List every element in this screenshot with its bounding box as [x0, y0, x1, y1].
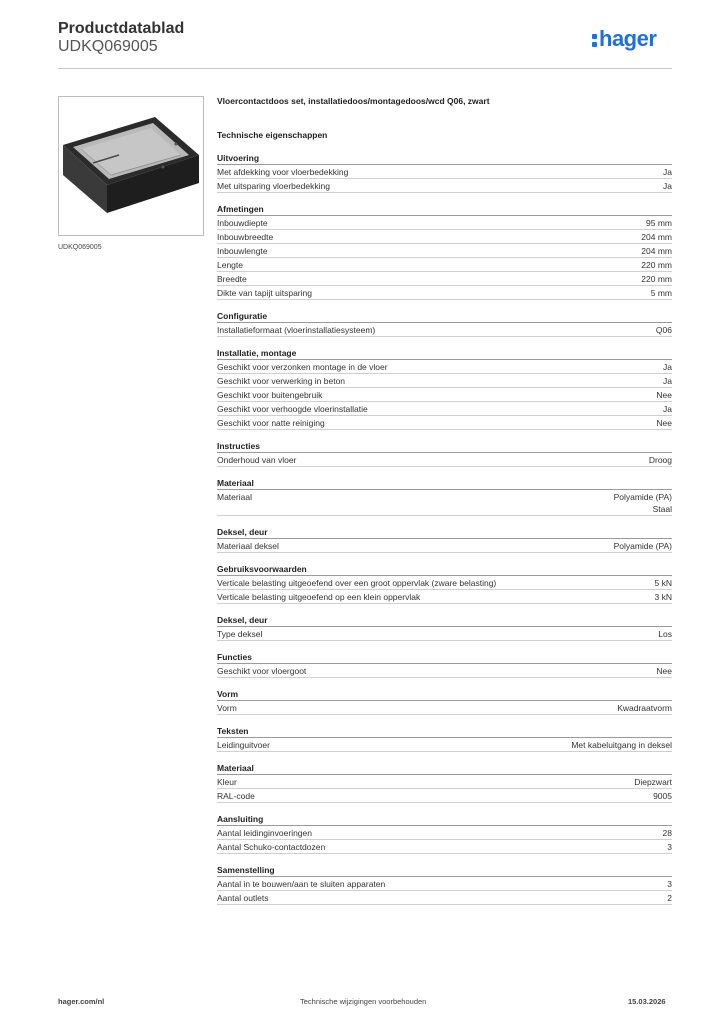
spec-section — [217, 762, 672, 803]
spec-value — [641, 231, 672, 243]
page-title: Productdatablad — [58, 20, 185, 37]
spec-value-line: Los — [658, 629, 672, 639]
spec-label: Inbouwbreedte — [217, 232, 274, 242]
spec-value-line: 204 mm — [641, 246, 672, 256]
spec-label: Met uitsparing vloerbedekking — [217, 181, 330, 191]
spec-label: Dikte van tapijt uitsparing — [217, 288, 312, 298]
spec-row — [217, 590, 672, 604]
section-title: Teksten — [217, 725, 672, 738]
spec-value — [656, 665, 672, 677]
spec-row — [217, 286, 672, 300]
spec-value — [663, 403, 672, 415]
spec-value — [663, 361, 672, 373]
spec-value-line: Diepzwart — [634, 777, 672, 787]
spec-section — [217, 563, 672, 604]
spec-row — [217, 738, 672, 752]
spec-label: Geschikt voor verzonken montage in de vloer — [217, 362, 388, 372]
spec-value-line: Ja — [663, 167, 672, 177]
spec-value-line: 220 mm — [641, 274, 672, 284]
section-title: Aansluiting — [217, 813, 672, 826]
logo-text: hager — [599, 26, 657, 51]
spec-section — [217, 651, 672, 678]
spec-row — [217, 891, 672, 905]
spec-label: Inbouwlengte — [217, 246, 268, 256]
spec-row — [217, 664, 672, 678]
spec-label: Geschikt voor natte reiniging — [217, 418, 325, 428]
spec-label: Materiaal — [217, 492, 252, 502]
spec-value — [571, 739, 672, 751]
spec-value — [614, 540, 672, 552]
spec-value — [663, 375, 672, 387]
spec-value-line: 95 mm — [646, 218, 672, 228]
spec-row — [217, 775, 672, 789]
spec-value — [656, 324, 672, 336]
spec-value — [667, 841, 672, 853]
spec-value — [634, 776, 672, 788]
footer-date: 15.03.2026 — [628, 997, 666, 1006]
spec-value — [651, 287, 672, 299]
spec-label: Kleur — [217, 777, 237, 787]
image-caption: UDKQ069005 — [58, 244, 102, 251]
spec-row — [217, 272, 672, 286]
spec-section — [217, 688, 672, 715]
spec-row — [217, 388, 672, 402]
spec-row — [217, 877, 672, 891]
spec-label: Vorm — [217, 703, 237, 713]
spec-value-line: Ja — [663, 404, 672, 414]
spec-label: Aantal outlets — [217, 893, 269, 903]
spec-label: Geschikt voor vloergoot — [217, 666, 307, 676]
spec-value — [656, 417, 672, 429]
product-code: UDKQ069005 — [58, 38, 158, 55]
spec-label: Verticale belasting uitgeoefend op een klein oppervlak — [217, 592, 421, 602]
spec-value-line: Kwadraatvorm — [617, 703, 672, 713]
spec-label: Installatieformaat (vloerinstallatiesysteem) — [217, 325, 376, 335]
spec-label: Geschikt voor verhoogde vloerinstallatie — [217, 404, 368, 414]
spec-value-line: Ja — [663, 376, 672, 386]
spec-value-line: 3 — [667, 842, 672, 852]
spec-content — [217, 94, 672, 905]
spec-value — [641, 259, 672, 271]
floor-box-illustration — [59, 97, 203, 235]
spec-row — [217, 216, 672, 230]
section-title: Uitvoering — [217, 152, 672, 165]
spec-value-line: 5 mm — [650, 288, 672, 298]
spec-label: Met afdekking voor vloerbedekking — [217, 167, 349, 177]
spec-value-line: Nee — [656, 418, 672, 428]
spec-value — [663, 180, 672, 192]
spec-value-line: Polyamide (PA) — [613, 492, 672, 502]
footer-website: hager.com/nl — [58, 997, 105, 1006]
spec-value-line: Polyamide (PA) — [613, 541, 672, 551]
section-title: Deksel, deur — [217, 614, 672, 627]
spec-value — [667, 892, 672, 904]
spec-value-line: 220 mm — [641, 260, 672, 270]
spec-row — [217, 402, 672, 416]
spec-row — [217, 323, 672, 337]
logo-dots-icon — [592, 32, 597, 46]
spec-value-line: Q06 — [655, 325, 672, 335]
spec-label: Inbouwdiepte — [217, 218, 268, 228]
spec-value — [641, 245, 672, 257]
spec-row — [217, 244, 672, 258]
spec-label: Leidinguitvoer — [217, 740, 270, 750]
spec-label: Aantal in te bouwen/aan te sluiten apparaten — [217, 879, 386, 889]
spec-label: Aantal Schuko-contactdozen — [217, 842, 326, 852]
spec-value-line: Ja — [663, 181, 672, 191]
section-title: Deksel, deur — [217, 526, 672, 539]
spec-section — [217, 614, 672, 641]
spec-value — [655, 591, 672, 603]
section-title: Vorm — [217, 688, 672, 701]
spec-row — [217, 826, 672, 840]
spec-value-line: 204 mm — [641, 232, 672, 242]
spec-row — [217, 360, 672, 374]
spec-row — [217, 701, 672, 715]
spec-section — [217, 310, 672, 337]
header — [58, 20, 184, 56]
spec-value — [653, 790, 672, 802]
spec-value — [617, 702, 672, 714]
spec-value-line: 28 — [662, 828, 672, 838]
spec-row — [217, 453, 672, 467]
spec-row — [217, 490, 672, 516]
spec-section — [217, 347, 672, 430]
spec-section — [217, 526, 672, 553]
section-title: Materiaal — [217, 477, 672, 490]
spec-value-line: Nee — [656, 390, 672, 400]
spec-row — [217, 416, 672, 430]
technical-title: Technische eigenschappen — [217, 130, 328, 140]
spec-value-line: Droog — [648, 455, 672, 465]
header-divider — [58, 68, 672, 69]
section-title: Gebruiksvoorwaarden — [217, 563, 672, 576]
spec-section — [217, 813, 672, 854]
section-title: Afmetingen — [217, 203, 672, 216]
spec-value — [646, 217, 672, 229]
spec-value — [663, 827, 672, 839]
spec-value — [649, 454, 672, 466]
spec-label: Type deksel — [217, 629, 263, 639]
section-title: Functies — [217, 651, 672, 664]
spec-section — [217, 440, 672, 467]
section-title: Materiaal — [217, 762, 672, 775]
footer-disclaimer: Technische wijzigingen voorbehouden — [300, 997, 427, 1006]
spec-row — [217, 789, 672, 803]
spec-label: Geschikt voor buitengebruik — [217, 390, 323, 400]
spec-section — [217, 477, 672, 516]
spec-row — [217, 539, 672, 553]
spec-row — [217, 230, 672, 244]
spec-label: Onderhoud van vloer — [217, 455, 297, 465]
spec-value-line: 9005 — [653, 791, 672, 801]
spec-value — [614, 491, 672, 515]
spec-row — [217, 840, 672, 854]
spec-value-line: 5 kN — [654, 578, 672, 588]
spec-value — [655, 577, 672, 589]
section-title: Instructies — [217, 440, 672, 453]
spec-value — [658, 628, 672, 640]
spec-value-line: Ja — [663, 362, 672, 372]
spec-value-line: Nee — [656, 666, 672, 676]
spec-section — [217, 725, 672, 752]
spec-row — [217, 179, 672, 193]
hager-logo — [592, 28, 656, 50]
spec-value — [641, 273, 672, 285]
spec-row — [217, 165, 672, 179]
spec-value-line: 3 — [667, 879, 672, 889]
spec-label: Geschikt voor verwerking in beton — [217, 376, 346, 386]
spec-value-line: 2 — [667, 893, 672, 903]
spec-value-line: Met kabeluitgang in deksel — [571, 740, 672, 750]
spec-section — [217, 152, 672, 193]
spec-row — [217, 258, 672, 272]
spec-section — [217, 203, 672, 300]
spec-row — [217, 576, 672, 590]
spec-row — [217, 627, 672, 641]
spec-value-line: 3 kN — [654, 592, 672, 602]
spec-row — [217, 374, 672, 388]
spec-label: Breedte — [217, 274, 247, 284]
spec-value-line: Staal — [652, 504, 672, 514]
spec-section — [217, 864, 672, 905]
spec-label: Verticale belasting uitgeoefend over een groot oppervlak (zware belasting) — [217, 578, 497, 588]
spec-value — [667, 878, 672, 890]
product-description: Vloercontactdoos set, installatiedoos/montagedoos/wcd Q06, zwart — [217, 96, 490, 106]
spec-value — [663, 166, 672, 178]
spec-label: Materiaal deksel — [217, 541, 279, 551]
spec-label: RAL-code — [217, 791, 255, 801]
section-title: Samenstelling — [217, 864, 672, 877]
spec-value — [656, 389, 672, 401]
spec-label: Lengte — [217, 260, 243, 270]
section-title: Configuratie — [217, 310, 672, 323]
product-image — [58, 96, 204, 236]
spec-label: Aantal leidinginvoeringen — [217, 828, 312, 838]
section-title: Installatie, montage — [217, 347, 672, 360]
spec-sections — [217, 152, 672, 905]
